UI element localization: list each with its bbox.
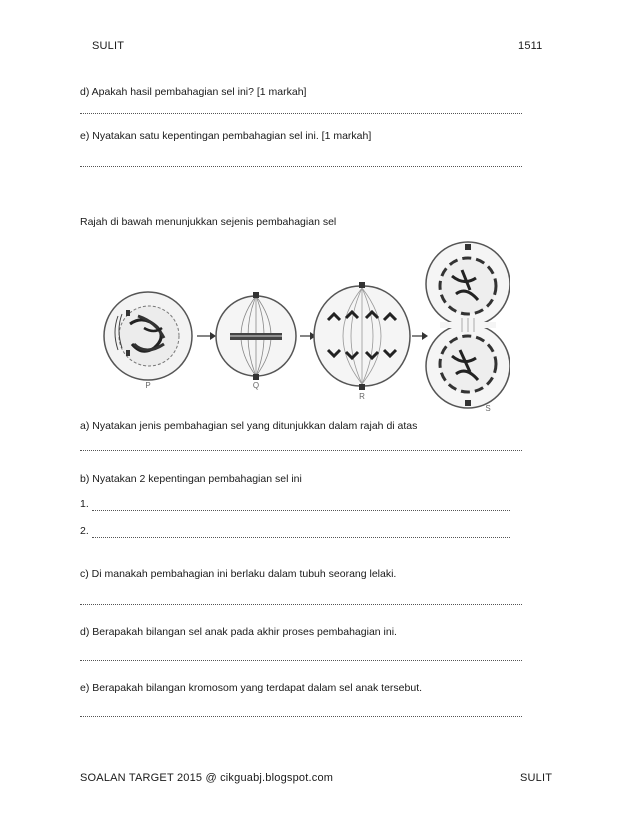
label-q: Q: [252, 381, 260, 390]
arrow-icon: [412, 332, 428, 340]
question-b: b) Nyatakan 2 kepentingan pembahagian sel ini: [80, 473, 302, 485]
answer-line: [80, 166, 522, 167]
answer-line: [92, 537, 510, 538]
answer-line: [80, 716, 522, 717]
b-item-2-label: 2.: [80, 525, 89, 537]
question-e-part1: e) Nyatakan satu kepentingan pembahagian sel ini. [1 markah]: [80, 130, 372, 142]
answer-line: [80, 113, 522, 114]
figure-intro: Rajah di bawah menunjukkan sejenis pembahagian sel: [80, 216, 337, 228]
answer-line: [92, 510, 510, 511]
question-d-part1: d) Apakah hasil pembahagian sel ini? [1 markah]: [80, 86, 307, 98]
label-s: S: [485, 404, 491, 411]
footer-right: SULIT: [520, 772, 553, 784]
answer-line: [80, 604, 522, 605]
question-e: e) Berapakah bilangan kromosom yang terdapat dalam sel anak tersebut.: [80, 682, 423, 694]
b-item-1-label: 1.: [80, 498, 89, 510]
question-a: a) Nyatakan jenis pembahagian sel yang ditunjukkan dalam rajah di atas: [80, 420, 418, 432]
cell-s: [426, 242, 510, 408]
question-c: c) Di manakah pembahagian ini berlaku dalam tubuh seorang lelaki.: [80, 568, 397, 580]
answer-line: [80, 450, 522, 451]
footer-left: SOALAN TARGET 2015 @ cikguabj.blogspot.com: [80, 772, 334, 784]
cell-q: [216, 292, 296, 380]
cell-r: [314, 282, 410, 390]
cell-division-diagram: [100, 236, 510, 411]
question-d: d) Berapakah bilangan sel anak pada akhir proses pembahagian ini.: [80, 626, 397, 638]
header-page-code: 1511: [518, 40, 543, 52]
answer-line: [80, 660, 522, 661]
cell-p: [104, 292, 192, 380]
label-r: R: [359, 392, 365, 401]
arrow-icon: [197, 332, 216, 340]
label-p: P: [145, 381, 151, 390]
header-left: SULIT: [92, 40, 125, 52]
